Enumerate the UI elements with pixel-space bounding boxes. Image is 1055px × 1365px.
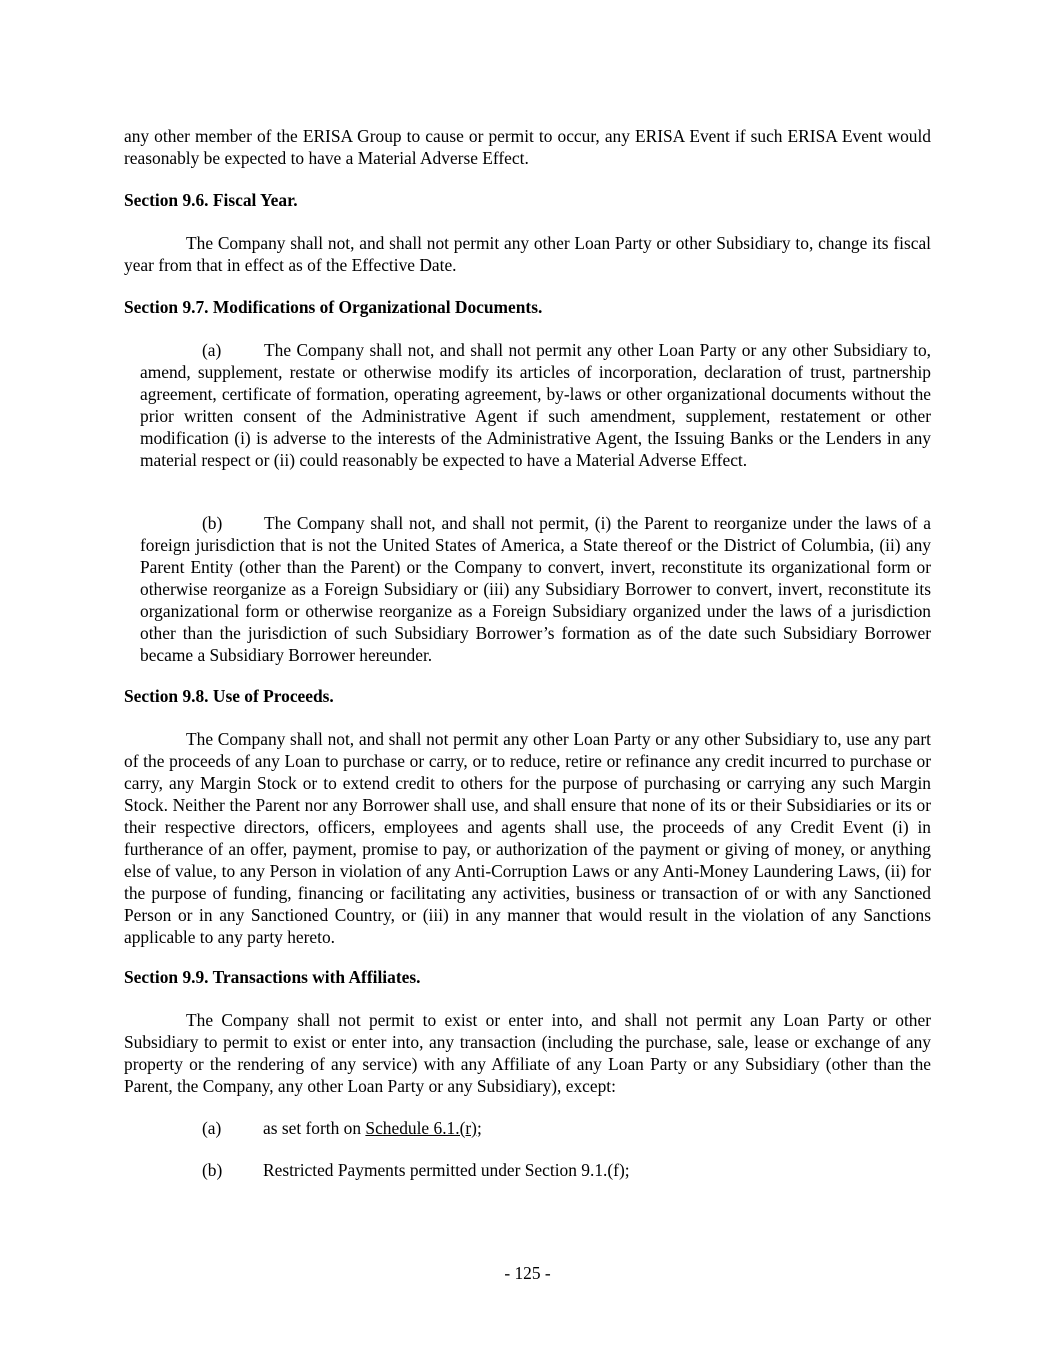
paragraph-a-label: (a) <box>202 340 222 360</box>
section-9-8-body: The Company shall not, and shall not permit any other Loan Party or any other Subsidiary to, use any part of the proceeds of any Loan to purchase or carry, or to reduce, retire or refinance any credit incurred to purchase or carry, any Margin Stock or to extend credit to others for the purpose of purchasing or carrying any such Margin Stock. Neither the Parent nor any Borrower shall use, and shall ensure that none of its or their Subsidiaries or its or their respective directors, officers, employees and agents shall use, the proceeds of any Credit Event (i) in furtherance of an offer, payment, promise to pay, or authorization of the payment or giving of money, or anything else of value, to any Person in violation of any Anti-Corruption Laws or any Anti-Money Laundering Laws, (ii) for the purpose of funding, financing or facilitating any activities, business or transaction of or with any Sanctioned Person or in any Sanctioned Country, or (iii) in any manner that would result in the violation of any Sanctions applicable to any party hereto. <box>124 729 931 947</box>
list-item-a-suffix: ; <box>476 1118 482 1138</box>
page-number: - 125 - <box>504 1263 551 1283</box>
list-item-b-label: (b) <box>202 1160 223 1180</box>
list-item-a-prefix: as set forth on <box>263 1118 366 1138</box>
continuation-paragraph: any other member of the ERISA Group to cause or permit to occur, any ERISA Event if such ERISA Event would reasonably be expected to have a Material Adverse Effect. <box>124 126 931 168</box>
paragraph-b-label: (b) <box>202 513 223 533</box>
paragraph-b-text: The Company shall not, and shall not permit, (i) the Parent to reorganize under the laws of a foreign jurisdiction that is not the United States of America, a State thereof or the District of Columbia, (ii) any Parent Entity (other than the Parent) or the Company to convert, invert, reconstitute its organizational form or otherwise reorganize as a Foreign Subsidiary or (iii) any Subsidiary Borrower to convert, invert, reconstitute its organizational form or otherwise reorganize as a Foreign Subsidiary organized under the laws of a jurisdiction other than the jurisdiction of such Subsidiary Borrower’s formation as of the date such Subsidiary Borrower became a Subsidiary Borrower hereunder. <box>140 513 931 665</box>
section-9-8-heading: Section 9.8. Use of Proceeds. <box>124 686 334 706</box>
section-9-9-body: The Company shall not permit to exist or enter into, and shall not permit any Loan Party or other Subsidiary to permit to exist or enter into, any transaction (including the purchase, sale, lease or exchange of any property or the rendering of any service) with any Affiliate of any Loan Party or any Subsidiary (other than the Parent, the Company, any other Loan Party or any Subsidiary), except: <box>124 1010 931 1096</box>
section-9-7-heading: Section 9.7. Modifications of Organizational Documents. <box>124 297 543 317</box>
list-item-a <box>202 1117 482 1139</box>
section-9-6-heading: Section 9.6. Fiscal Year. <box>124 190 298 210</box>
section-9-6-body: The Company shall not, and shall not permit any other Loan Party or other Subsidiary to, change its fiscal year from that in effect as of the Effective Date. <box>124 233 931 275</box>
section-9-7-paragraph-a <box>140 339 931 471</box>
list-item-a-label: (a) <box>202 1118 222 1138</box>
schedule-reference-link[interactable]: Schedule 6.1.(r) <box>365 1118 477 1138</box>
list-item-b-text: Restricted Payments permitted under Section 9.1.(f); <box>263 1160 630 1180</box>
list-item-b <box>202 1159 630 1181</box>
section-9-9-heading: Section 9.9. Transactions with Affiliates. <box>124 967 421 987</box>
section-9-7-paragraph-b <box>140 512 931 666</box>
paragraph-a-text: The Company shall not, and shall not permit any other Loan Party or any other Subsidiary to, amend, supplement, restate or otherwise modify its articles of incorporation, declaration of trust, partnership agreement, certificate of formation, operating agreement, by-laws or other organizational documents without the prior written consent of the Administrative Agent if such amendment, supplement, restatement or other modification (i) is adverse to the interests of the Administrative Agent, the Issuing Banks or the Lenders in any material respect or (ii) could reasonably be expected to have a Material Adverse Effect. <box>140 340 931 470</box>
